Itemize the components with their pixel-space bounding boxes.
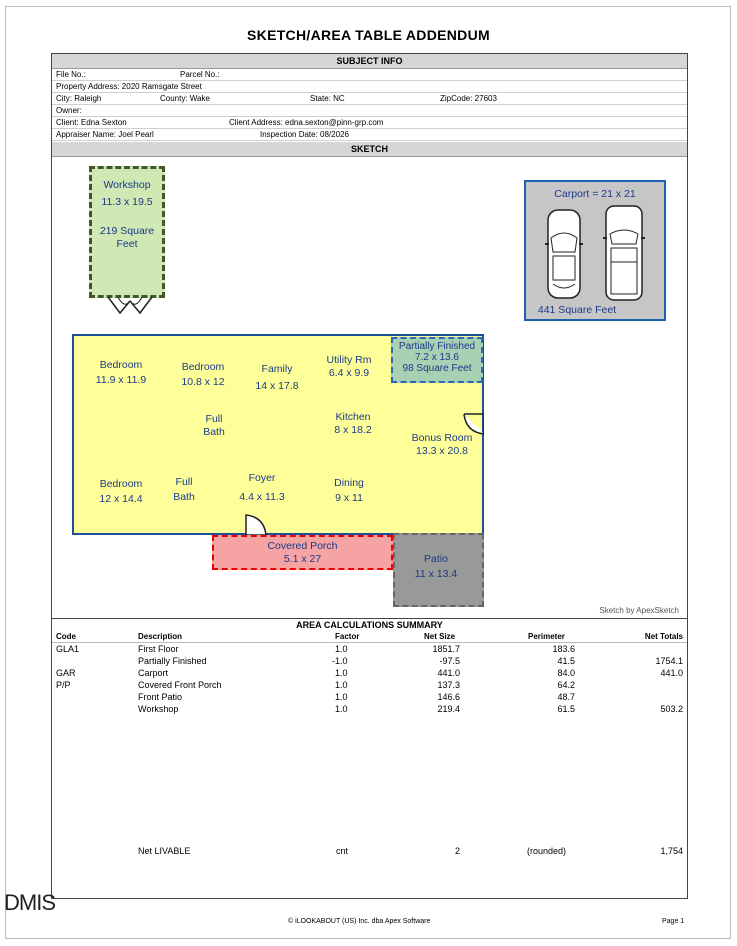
net-livable-row xyxy=(52,845,687,857)
col-factor: Factor xyxy=(335,632,360,641)
pf-area: 98 Square Feet xyxy=(402,363,472,374)
room-full-bath-1: Full Bath xyxy=(203,413,225,438)
property-address: Property Address: 2020 Ramsgate Street xyxy=(56,82,202,91)
partially-finished-label xyxy=(391,341,483,374)
col-description: Description xyxy=(138,632,183,641)
addendum-frame xyxy=(51,53,688,899)
client: Client: Edna Sexton xyxy=(56,118,127,127)
zipcode: ZipCode: 27603 xyxy=(440,94,497,103)
subject-info-header: SUBJECT INFO xyxy=(52,54,687,69)
room-full-bath-2: Full Bath xyxy=(173,476,195,503)
room-foyer: Foyer 4.4 x 11.3 xyxy=(239,472,285,503)
info-row-location xyxy=(52,93,687,105)
appraiser: Appraiser Name: Joel Pearl xyxy=(56,130,154,139)
carport-name: Carport = 21 x 21 xyxy=(554,188,636,200)
info-row-appraiser xyxy=(52,129,687,141)
col-perimeter: Perimeter xyxy=(528,632,565,641)
table-row: Workshop 1.0 219.4 61.5 503.2 xyxy=(138,704,683,714)
client-address: Client Address: edna.sexton@pinn-grp.com xyxy=(229,118,384,127)
room-dining: Dining 9 x 11 xyxy=(334,477,364,504)
col-net-size: Net Size xyxy=(424,632,456,641)
patio-label: Patio 11 x 13.4 xyxy=(414,553,458,580)
table-row: GAR Carport 1.0 441.0 84.0 441.0 xyxy=(56,668,683,678)
state: State: NC xyxy=(310,94,345,103)
col-code: Code xyxy=(56,632,76,641)
room-kitchen: Kitchen 8 x 18.2 xyxy=(334,411,372,436)
net-livable-label: Net LIVABLE xyxy=(138,846,191,856)
truck-icon xyxy=(602,204,646,302)
room-bedroom-1: Bedroom 11.9 x 11.9 xyxy=(95,359,147,386)
table-row: Front Patio 1.0 146.6 48.7 xyxy=(138,692,575,702)
room-bedroom-2: Bedroom 10.8 x 12 xyxy=(181,361,225,388)
page-title: SKETCH/AREA TABLE ADDENDUM xyxy=(247,27,490,43)
info-row-file xyxy=(52,69,687,81)
table-row: GLA1 First Floor 1.0 1851.7 183.6 xyxy=(56,644,575,654)
net-livable-count: 2 xyxy=(455,846,461,856)
file-no-label: File No.: xyxy=(56,70,86,79)
county: County: Wake xyxy=(160,94,210,103)
watermark-logo: DMIS xyxy=(4,890,55,915)
area-calc-header: AREA CALCULATIONS SUMMARY xyxy=(52,618,687,632)
col-net-totals: Net Totals xyxy=(644,632,683,641)
workshop-door-icon xyxy=(104,295,160,317)
info-row-address xyxy=(52,81,687,93)
sketch-credit: Sketch by ApexSketch xyxy=(599,606,679,615)
workshop-dims: 11.3 x 19.5 xyxy=(101,196,153,208)
porch-label: Covered Porch 5.1 x 27 xyxy=(267,540,338,565)
table-row: Partially Finished -1.0 -97.5 41.5 1754.1 xyxy=(138,656,683,666)
info-row-owner xyxy=(52,105,687,117)
room-utility: Utility Rm 6.4 x 9.9 xyxy=(326,354,372,379)
footer-page: Page 1 xyxy=(662,918,685,925)
pf-name: Partially Finished xyxy=(398,341,476,352)
city: City: Raleigh xyxy=(56,94,102,103)
foyer-door-icon xyxy=(244,513,268,535)
info-row-client xyxy=(52,117,687,129)
table-row: P/P Covered Front Porch 1.0 137.3 64.2 xyxy=(56,680,575,690)
workshop-label xyxy=(89,179,165,251)
workshop-area-2: Feet xyxy=(116,238,138,250)
carport-area-label: 441 Square Feet xyxy=(537,304,617,316)
footer-copyright: © iLOOKABOUT (US) Inc. dba Apex Software xyxy=(288,918,431,925)
net-livable-cnt: cnt xyxy=(336,846,349,856)
net-livable-rounded: (rounded) xyxy=(527,846,567,856)
room-bonus: Bonus Room 13.3 x 20.8 xyxy=(411,432,473,457)
area-calc-columns xyxy=(52,631,687,643)
room-bedroom-3: Bedroom 12 x 14.4 xyxy=(99,478,143,505)
net-livable-total: 1,754 xyxy=(660,846,683,856)
workshop-area-1: 219 Square xyxy=(99,225,155,237)
room-family: Family 14 x 17.8 xyxy=(255,363,299,392)
workshop-name: Workshop xyxy=(103,179,151,191)
parcel-no-label: Parcel No.: xyxy=(180,70,220,79)
pf-dims: 7.2 x 13.6 xyxy=(415,352,459,363)
sketch-area xyxy=(52,156,687,616)
owner: Owner: xyxy=(56,106,82,115)
sketch-header: SKETCH xyxy=(52,142,687,157)
inspection-date: Inspection Date: 08/2026 xyxy=(260,130,349,139)
car-icon xyxy=(544,208,584,300)
